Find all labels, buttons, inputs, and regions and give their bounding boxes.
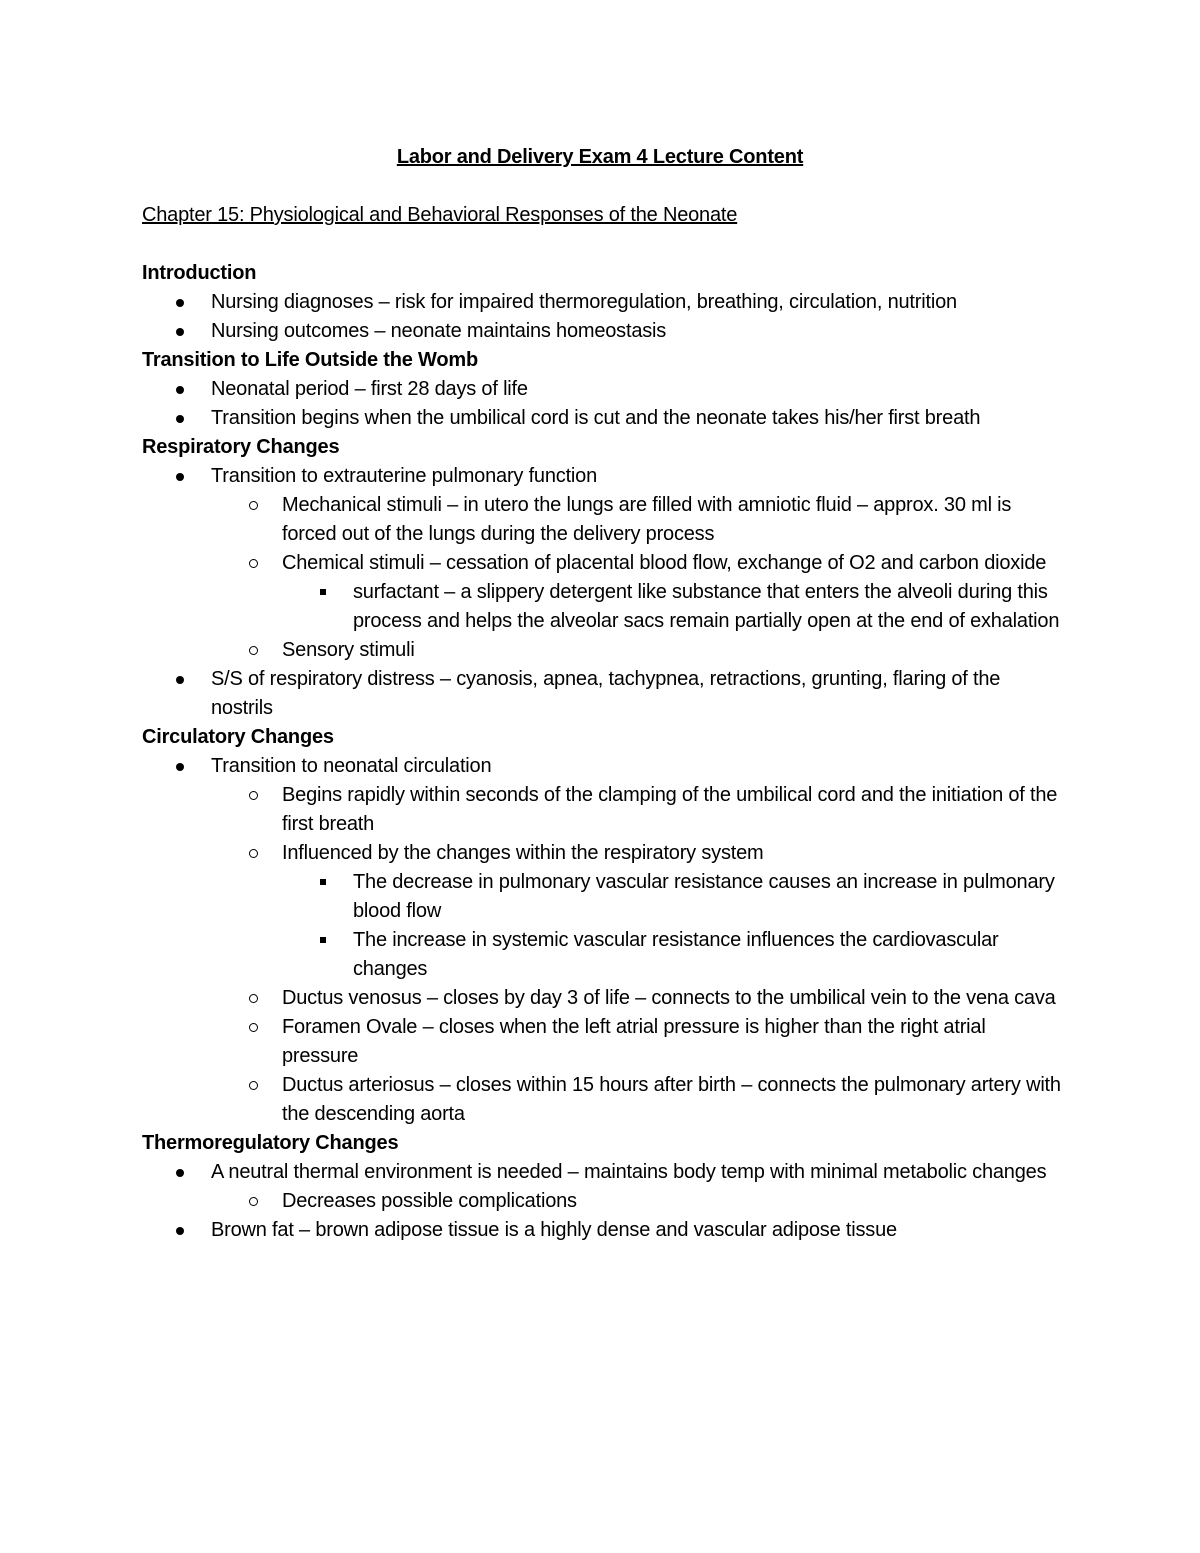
section-heading-transition: Transition to Life Outside the Womb (142, 349, 478, 371)
bullet-icon (176, 386, 184, 394)
list-item: Transition to neonatal circulation (0, 752, 1061, 781)
list-item: Nursing diagnoses – risk for impaired thermoregulation, breathing, circulation, nutrition (0, 288, 1061, 317)
bullet-icon (176, 1169, 184, 1177)
list-item: Ductus arteriosus – closes within 15 hours after birth – connects the pulmonary artery with the descending aorta (0, 1071, 1062, 1129)
list-item: Nursing outcomes – neonate maintains homeostasis (0, 317, 1061, 346)
list-item: Brown fat – brown adipose tissue is a highly dense and vascular adipose tissue (0, 1216, 1061, 1245)
list-item: Decreases possible complications (0, 1187, 1062, 1216)
document-title: Labor and Delivery Exam 4 Lecture Content (396, 146, 804, 168)
list-item: Chemical stimuli – cessation of placental blood flow, exchange of O2 and carbon dioxide (0, 549, 1062, 578)
circle-bullet-icon (249, 559, 258, 568)
list-item: Sensory stimuli (0, 636, 1062, 665)
circle-bullet-icon (249, 1023, 258, 1032)
section-heading-thermoregulatory: Thermoregulatory Changes (142, 1132, 399, 1154)
square-bullet-icon (320, 879, 326, 885)
list-item: A neutral thermal environment is needed – maintains body temp with minimal metabolic changes (0, 1158, 1061, 1187)
bullet-icon (176, 415, 184, 423)
bullet-icon (176, 763, 184, 771)
circle-bullet-icon (249, 646, 258, 655)
list-item: Foramen Ovale – closes when the left atrial pressure is higher than the right atrial pressure (0, 1013, 1062, 1071)
square-bullet-icon (320, 589, 326, 595)
list-item: The decrease in pulmonary vascular resistance causes an increase in pulmonary blood flow (0, 868, 1063, 926)
list-item: Influenced by the changes within the respiratory system (0, 839, 1062, 868)
circle-bullet-icon (249, 849, 258, 858)
bullet-icon (176, 473, 184, 481)
circle-bullet-icon (249, 1081, 258, 1090)
circle-bullet-icon (249, 791, 258, 800)
list-item: Neonatal period – first 28 days of life (0, 375, 1061, 404)
list-item: S/S of respiratory distress – cyanosis, apnea, tachypnea, retractions, grunting, flaring of the nostrils (0, 665, 1061, 723)
bullet-icon (176, 676, 184, 684)
circle-bullet-icon (249, 994, 258, 1003)
circle-bullet-icon (249, 501, 258, 510)
bullet-icon (176, 299, 184, 307)
section-heading-circulatory: Circulatory Changes (142, 726, 334, 748)
list-item: surfactant – a slippery detergent like substance that enters the alveoli during this process and helps the alveolar sacs remain partially open at the end of exhalation (0, 578, 1063, 636)
bullet-icon (176, 1227, 184, 1235)
document-body (0, 259, 1200, 1245)
list-item: Transition to extrauterine pulmonary function (0, 462, 1061, 491)
list-item: The increase in systemic vascular resistance influences the cardiovascular changes (0, 926, 1063, 984)
list-item: Mechanical stimuli – in utero the lungs are filled with amniotic fluid – approx. 30 ml is forced out of the lungs during the delivery process (0, 491, 1062, 549)
section-heading-respiratory: Respiratory Changes (142, 436, 340, 458)
square-bullet-icon (320, 937, 326, 943)
circle-bullet-icon (249, 1197, 258, 1206)
list-item: Begins rapidly within seconds of the clamping of the umbilical cord and the initiation of the first breath (0, 781, 1062, 839)
bullet-icon (176, 328, 184, 336)
list-item: Ductus venosus – closes by day 3 of life – connects to the umbilical vein to the vena cava (0, 984, 1062, 1013)
section-heading-introduction: Introduction (142, 262, 257, 284)
chapter-heading: Chapter 15: Physiological and Behavioral Responses of the Neonate (142, 204, 738, 226)
list-item: Transition begins when the umbilical cord is cut and the neonate takes his/her first breath (0, 404, 1061, 433)
